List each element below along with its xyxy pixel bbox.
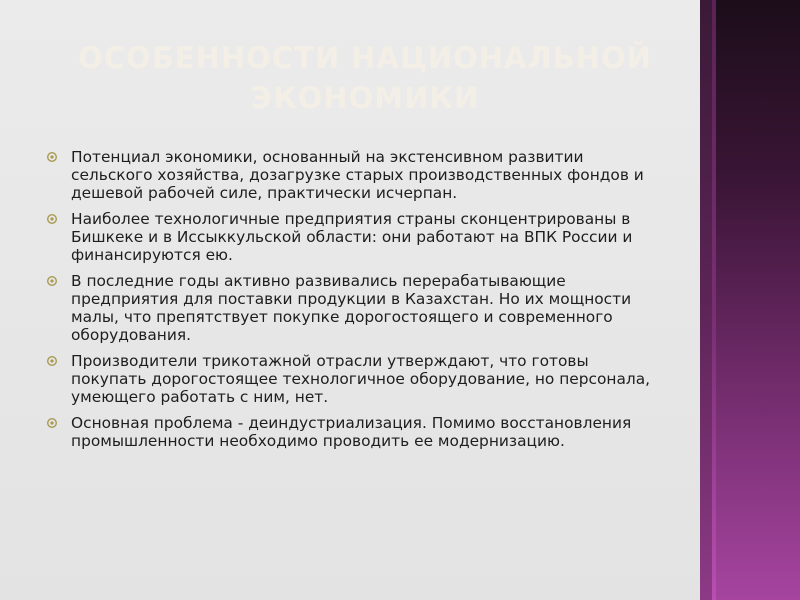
bullet-item: [46, 414, 666, 450]
bullet-item: [46, 148, 666, 202]
bullet-text: Основная проблема - деиндустриализация. Помимо восстановления промышленности необходимо проводить ее модернизацию.: [71, 414, 632, 450]
circle-bullet-icon: [46, 275, 58, 287]
side-band-decoration: [712, 0, 800, 600]
bullet-list: [46, 148, 666, 458]
bullet-item: [46, 352, 666, 406]
bullet-text: Потенциал экономики, основанный на экстенсивном развитии сельского хозяйства, дозагрузке старых производственных фондов и дешевой рабочей силе, практически исчерпан.: [71, 148, 644, 202]
side-stripe-decoration: [700, 0, 712, 600]
bullet-text: В последние годы активно развивались перерабатывающие предприятия для поставки продукции в Казахстан. Но их мощности малы, что препятствует покупке дорогостоящего и современного оборудования.: [71, 272, 632, 344]
slide-title-line-2: ЭКОНОМИКИ: [250, 81, 480, 115]
bullet-item: [46, 272, 666, 344]
bullet-text: Производители трикотажной отрасли утверждают, что готовы покупать дорогостоящее технологичное оборудование, но персонала, умеющего работать с ним, нет.: [71, 352, 651, 406]
side-band-edge: [712, 0, 716, 600]
circle-bullet-icon: [46, 355, 58, 367]
bullet-item: [46, 210, 666, 264]
circle-bullet-icon: [46, 417, 58, 429]
slide-title-line-1: ОСОБЕННОСТИ НАЦИОНАЛЬНОЙ: [78, 41, 652, 75]
bullet-text: Наиболее технологичные предприятия страны сконцентрированы в Бишкеке и в Иссыккульской области: они работают на ВПК России и финансируются ею.: [71, 210, 633, 264]
slide-title: [40, 38, 690, 118]
circle-bullet-icon: [46, 213, 58, 225]
circle-bullet-icon: [46, 151, 58, 163]
